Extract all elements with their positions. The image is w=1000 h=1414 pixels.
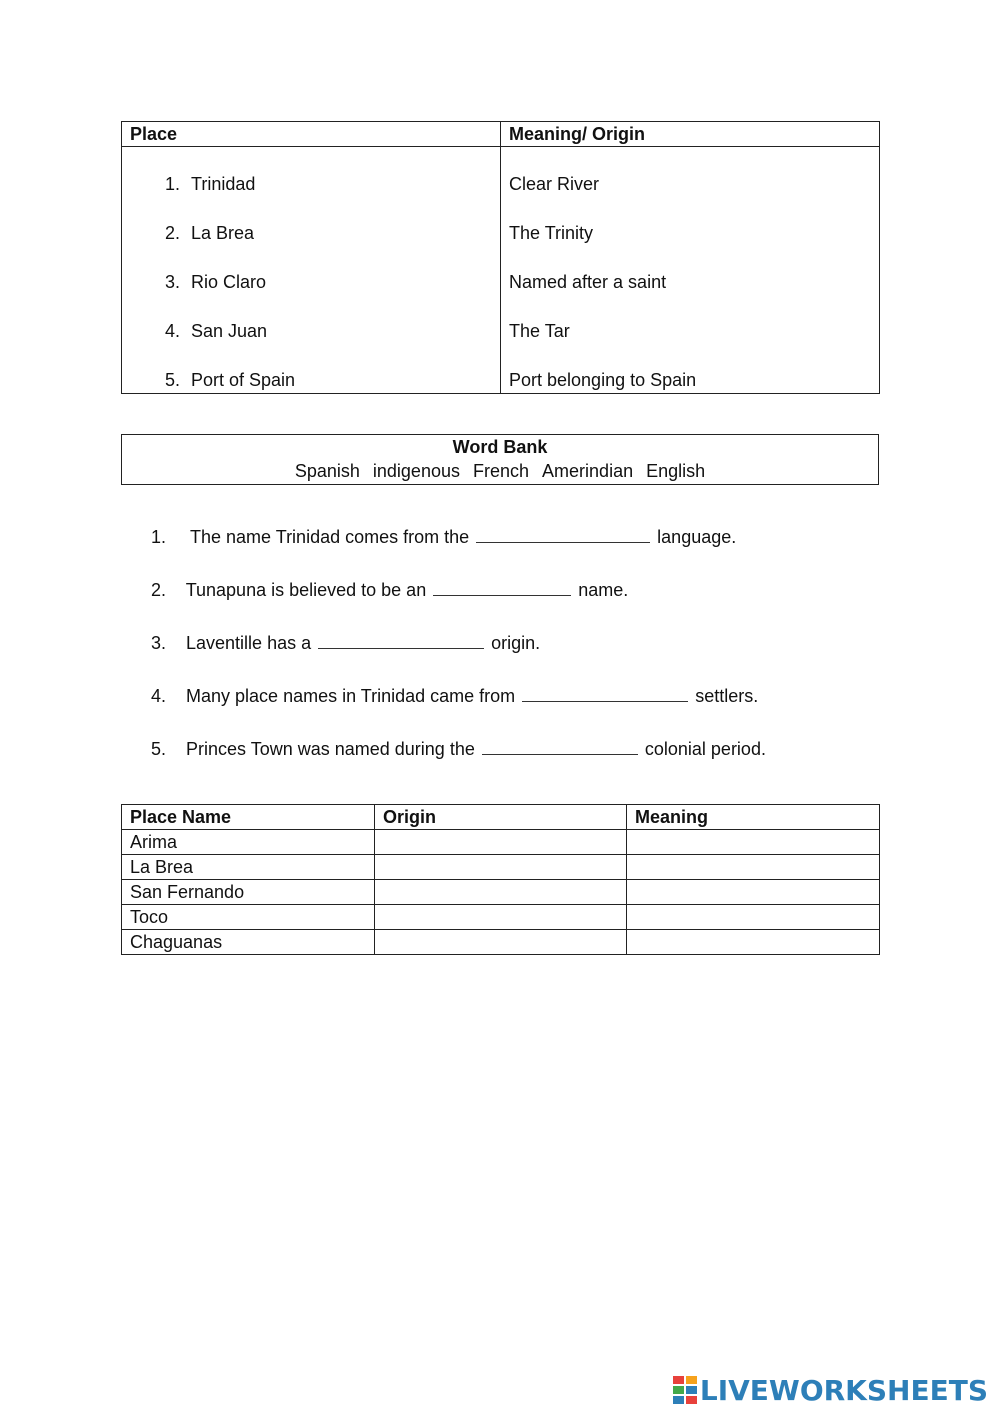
meaning-answer-cell[interactable] [627,905,880,930]
liveworksheets-logo [673,1374,988,1406]
place-name-cell: La Brea [122,855,375,880]
question-number: 5. [151,739,167,759]
place-meaning-header-row [122,122,880,147]
meaning-item: Clear River [509,174,600,194]
origin-table-header-row [122,805,880,830]
word-bank-word: English [646,461,706,481]
place-name-header: Place Name [122,805,375,830]
question-text-after: settlers. [695,686,759,706]
answer-blank[interactable] [318,632,484,649]
liveworksheets-logo-icon [673,1376,697,1404]
meaning-header: Meaning/ Origin [501,122,880,147]
meaning-answer-cell[interactable] [627,830,880,855]
table-row [122,855,880,880]
question-text-before: Tunapuna is believed to be an [185,580,427,600]
place-name: Trinidad [191,174,256,194]
origin-header: Origin [375,805,627,830]
table-row [122,905,880,930]
place-name-cell: Chaguanas [122,930,375,955]
place-name: Port of Spain [191,370,296,390]
place-header: Place [122,122,501,147]
question-item [151,630,540,656]
word-bank-words [122,459,878,483]
word-bank-title: Word Bank [452,437,548,457]
place-origin-table [121,804,880,955]
word-bank-word: French [473,461,530,481]
place-number: 2. [164,223,180,243]
place-name: Rio Claro [191,272,267,292]
origin-answer-cell[interactable] [375,880,627,905]
place-name: San Juan [191,321,268,341]
place-name-cell: San Fernando [122,880,375,905]
origin-answer-cell[interactable] [375,830,627,855]
question-text-before: Many place names in Trinidad came from [186,686,516,706]
place-column [122,147,501,394]
meaning-answer-cell[interactable] [627,855,880,880]
meaning-item: Named after a saint [509,272,667,292]
liveworksheets-logo-text: LIVEWORKSHEETS [699,1373,988,1407]
meaning-column [501,147,880,394]
place-name-cell: Toco [122,905,375,930]
question-number: 1. [151,527,167,547]
table-row [122,830,880,855]
question-item [151,736,766,762]
question-number: 4. [151,686,167,706]
table-row [122,930,880,955]
question-number: 2. [151,580,167,600]
answer-blank[interactable] [433,579,571,596]
meaning-answer-cell[interactable] [627,930,880,955]
word-bank-word: Amerindian [542,461,634,481]
meaning-header: Meaning [627,805,880,830]
question-number: 3. [151,633,167,653]
question-text-after: origin. [491,633,541,653]
question-item [151,524,736,550]
question-text-after: name. [578,580,629,600]
origin-answer-cell[interactable] [375,855,627,880]
place-number: 5. [164,370,180,390]
meaning-item: The Trinity [509,223,594,243]
place-number: 3. [164,272,180,292]
place-name: La Brea [191,223,255,243]
place-name-cell: Arima [122,830,375,855]
place-number: 1. [164,174,180,194]
answer-blank[interactable] [482,738,638,755]
word-bank [121,434,879,485]
meaning-item: Port belonging to Spain [509,370,697,390]
question-text-before: Princes Town was named during the [186,739,475,759]
question-text-before: Laventille has a [186,633,312,653]
question-text-before: The name Trinidad comes from the [190,527,470,547]
word-bank-word: indigenous [372,461,460,481]
word-bank-word: Spanish [294,461,360,481]
place-meaning-table [121,121,880,394]
answer-blank[interactable] [522,685,688,702]
table-row [122,880,880,905]
question-text-after: language. [657,527,737,547]
question-item [151,577,628,603]
origin-answer-cell[interactable] [375,930,627,955]
question-item [151,683,758,709]
answer-blank[interactable] [476,526,650,543]
origin-answer-cell[interactable] [375,905,627,930]
meaning-answer-cell[interactable] [627,880,880,905]
place-number: 4. [164,321,180,341]
meaning-item: The Tar [509,321,570,341]
question-text-after: colonial period. [644,739,766,759]
